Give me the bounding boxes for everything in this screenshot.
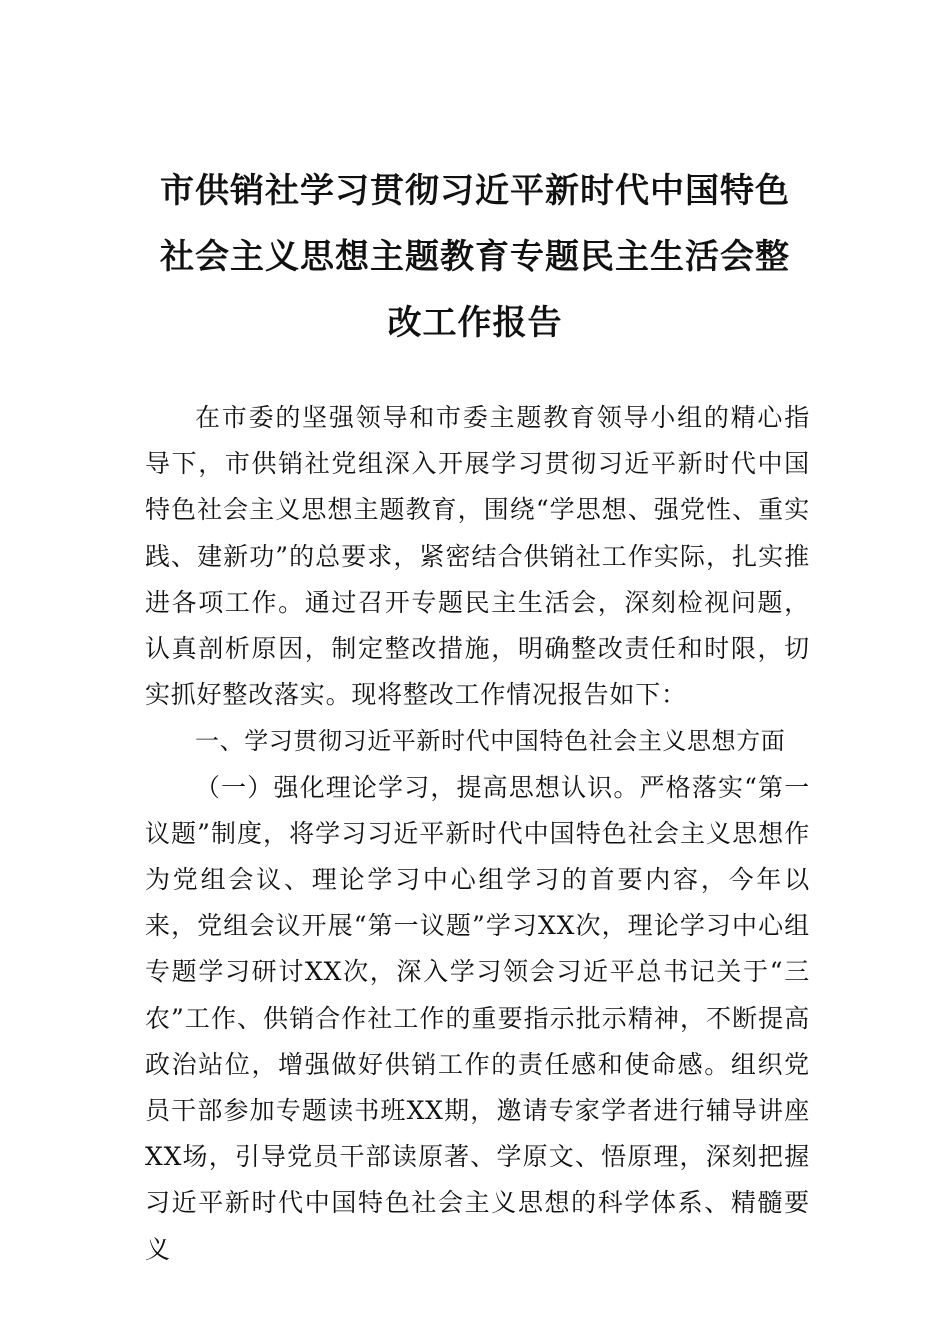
document-title [140, 158, 810, 356]
title-line-1: 市供销社学习贯彻习近平新时代中国特色 [160, 171, 790, 211]
section-heading-1: 一、学习贯彻习近平新时代中国特色社会主义思想方面 [195, 727, 786, 756]
intro-paragraph: 在市委的坚强领导和市委主题教育领导小组的精心指导下，市供销社党组深入开展学习贯彻习近平新时代中国特色社会主义思想主题教育，围绕“学思想、强党性、重实践、建新功”的总要求，紧密结合供销社工作实际，扎实推进各项工作。通过召开专题民主生活会，深刻检视问题，认真剖析原因，制定整改措施，明确整改责任和时限，切实抓好整改落实。现将整改工作情况报告如下： [145, 403, 810, 710]
section-1-paragraph-1: （一）强化理论学习，提高思想认识。严格落实“第一议题”制度，将学习习近平新时代中国特色社会主义思想作为党组会议、理论学习中心组学习的首要内容，今年以来，党组会议开展“第一议题”学习XX次，理论学习中心组专题学习研讨XX次，深入学习领会习近平总书记关于“三农”工作、供销合作社工作的重要指示批示精神，不断提高政治站位，增强做好供销工作的责任感和使命感。组织党员干部参加专题读书班XX期，邀请专家学者进行辅导讲座XX场，引导党员干部读原著、学原文、悟原理，深刻把握习近平新时代中国特色社会主义思想的科学体系、精髓要义 [145, 772, 810, 1264]
title-line-2: 社会主义思想主题教育专题民主生活会整 [160, 237, 790, 277]
title-line-3: 改工作报告 [387, 303, 563, 343]
document-body [145, 395, 810, 1273]
